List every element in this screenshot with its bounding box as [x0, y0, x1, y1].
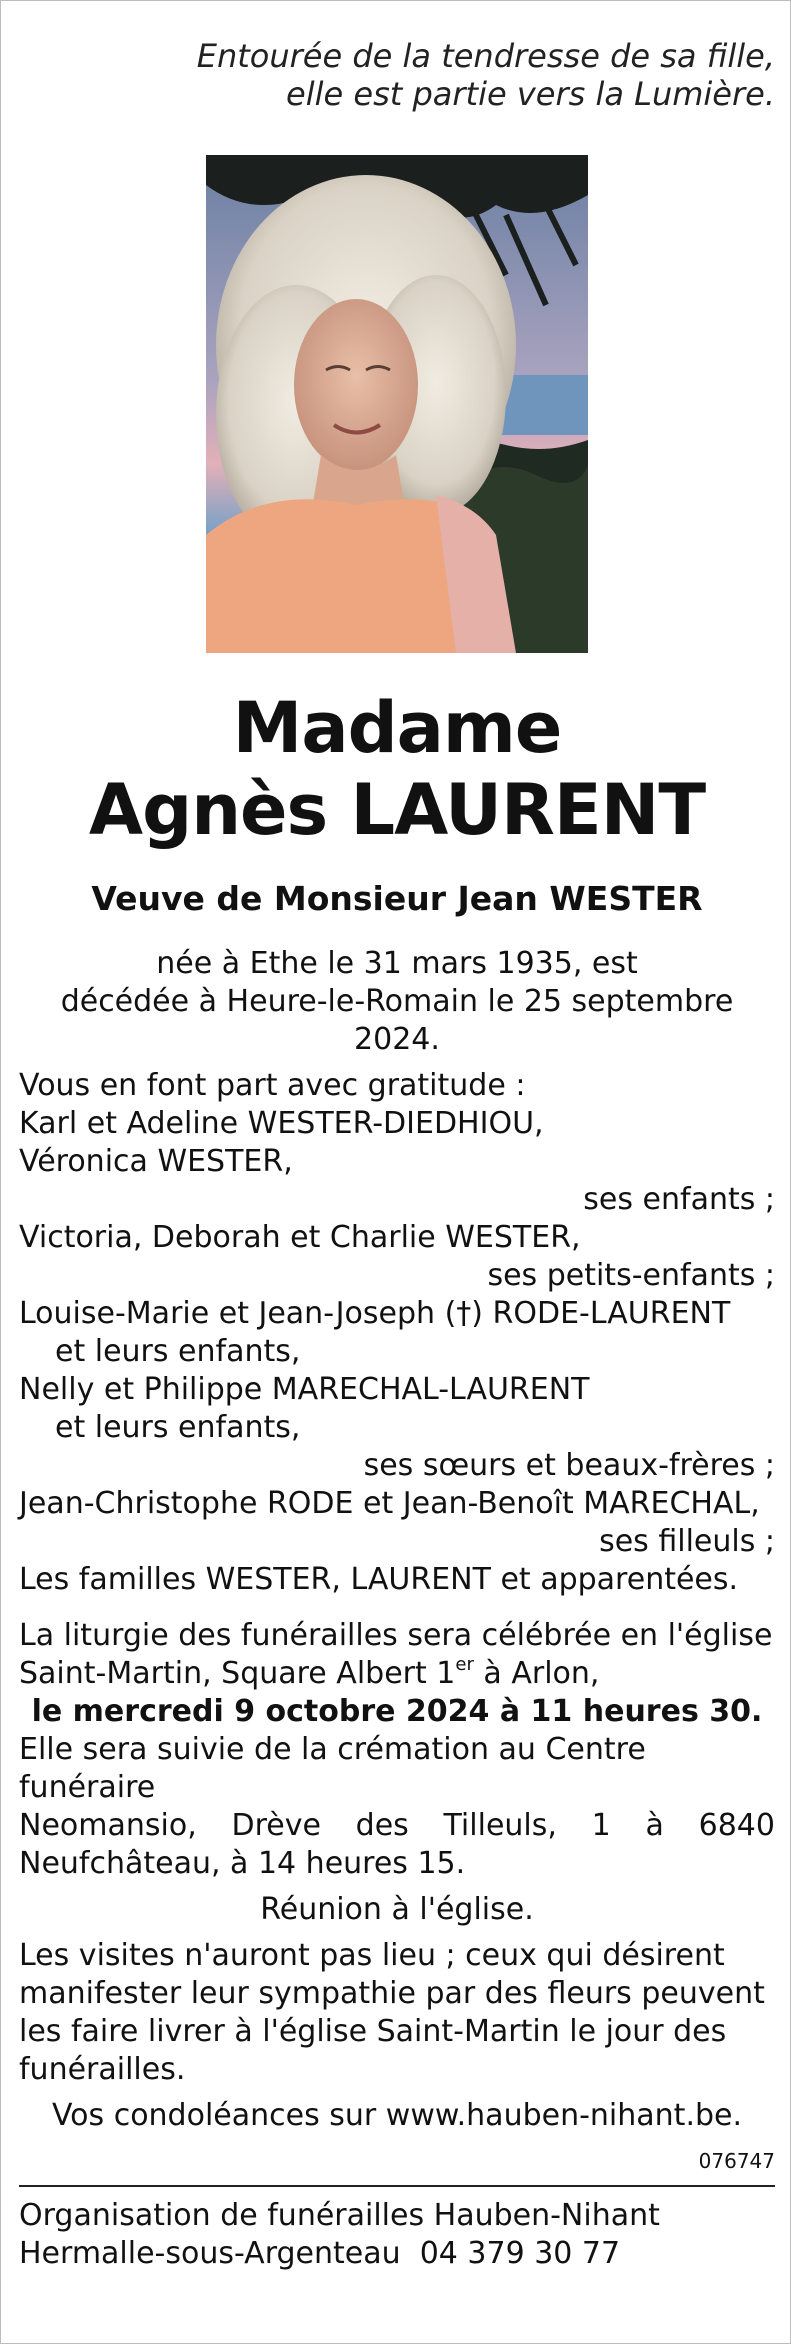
birth-death-info [19, 945, 775, 1059]
family-line: et leurs enfants, [55, 1410, 301, 1445]
family-role: ses petits-enfants ; [487, 1258, 775, 1293]
death-line: décédée à Heure-le-Romain le 25 septembre 2024. [60, 984, 734, 1057]
cremation-word: des [355, 1808, 409, 1843]
cremation-word: Drève [231, 1808, 321, 1843]
visits-line: les faire livrer à l'église Saint-Martin le jour des [19, 2014, 727, 2049]
name-honorific: Madame [232, 687, 562, 769]
epigraph-line-2: elle est partie vers la Lumière. [286, 75, 775, 113]
funeral-date: le mercredi 9 octobre 2024 à 11 heures 30. [31, 1694, 763, 1729]
family-line: Véronica WESTER, [19, 1144, 293, 1179]
name-full: Agnès LAURENT [88, 769, 706, 851]
cremation-line: Neufchâteau, à 14 heures 15. [19, 1846, 466, 1881]
liturgy-line [19, 1655, 775, 1693]
visits-note [19, 1937, 775, 2089]
visits-line: Les visites n'auront pas lieu ; ceux qui désirent [19, 1938, 725, 1973]
condolences-link-text: Vos condoléances sur www.hauben-nihant.be. [51, 2098, 743, 2133]
family-line: Les familles WESTER, LAURENT et apparentées. [19, 1562, 739, 1597]
divider [19, 2185, 775, 2187]
funeral-home-info [19, 2197, 775, 2273]
deceased-name [19, 687, 775, 851]
funeral-home-name: Organisation de funérailles Hauben-Nihant [19, 2198, 660, 2233]
cremation-word: Tilleuls, [443, 1808, 557, 1843]
family-line: Louise-Marie et Jean-Joseph (†) RODE-LAURENT [19, 1296, 731, 1331]
family-line: Victoria, Deborah et Charlie WESTER, [19, 1220, 581, 1255]
cremation-word: Neomansio, [19, 1808, 197, 1843]
cremation-word: 6840 [698, 1808, 775, 1843]
cremation-address [19, 1807, 775, 1845]
liturgy-info [19, 1617, 775, 1731]
family-role: ses enfants ; [583, 1182, 775, 1217]
family-role: ses filleuls ; [599, 1524, 775, 1559]
obituary-content [19, 37, 775, 2273]
epigraph [19, 37, 775, 113]
cremation-line: Elle sera suivie de la crémation au Centre funéraire [19, 1732, 646, 1805]
family-list [19, 1105, 775, 1599]
visits-line: funérailles. [19, 2052, 186, 2087]
liturgy-city: à Arlon, [473, 1656, 600, 1691]
cremation-word: 1 [591, 1808, 611, 1843]
cremation-word: à [645, 1808, 664, 1843]
reference-number: 076747 [698, 2149, 775, 2173]
family-line: Jean-Christophe RODE et Jean-Benoît MARECHAL, [19, 1486, 760, 1521]
announcement: Vous en font part avec gratitude : [19, 1068, 526, 1103]
liturgy-place: Saint-Martin, Square Albert 1 [19, 1656, 456, 1691]
reunion-note: Réunion à l'église. [260, 1892, 534, 1927]
epigraph-line-1: Entourée de la tendresse de sa fille, [196, 37, 775, 75]
visits-line: manifester leur sympathie par des fleurs peuvent [19, 1976, 765, 2011]
family-role: ses sœurs et beaux-frères ; [363, 1448, 775, 1483]
liturgy-line: La liturgie des funérailles sera célébrée en l'église [19, 1618, 773, 1653]
widow-of: Veuve de Monsieur Jean WESTER [91, 879, 703, 918]
liturgy-ordinal: er [455, 1654, 474, 1675]
birth-line: née à Ethe le 31 mars 1935, est [156, 946, 638, 981]
funeral-home-contact: Hermalle-sous-Argenteau 04 379 30 77 [19, 2236, 621, 2271]
portrait-image [206, 155, 588, 653]
family-line: Karl et Adeline WESTER-DIEDHIOU, [19, 1106, 544, 1141]
portrait-photo [206, 155, 588, 653]
cremation-info [19, 1731, 775, 1883]
family-line: Nelly et Philippe MARECHAL-LAURENT [19, 1372, 590, 1407]
family-line: et leurs enfants, [55, 1334, 301, 1369]
